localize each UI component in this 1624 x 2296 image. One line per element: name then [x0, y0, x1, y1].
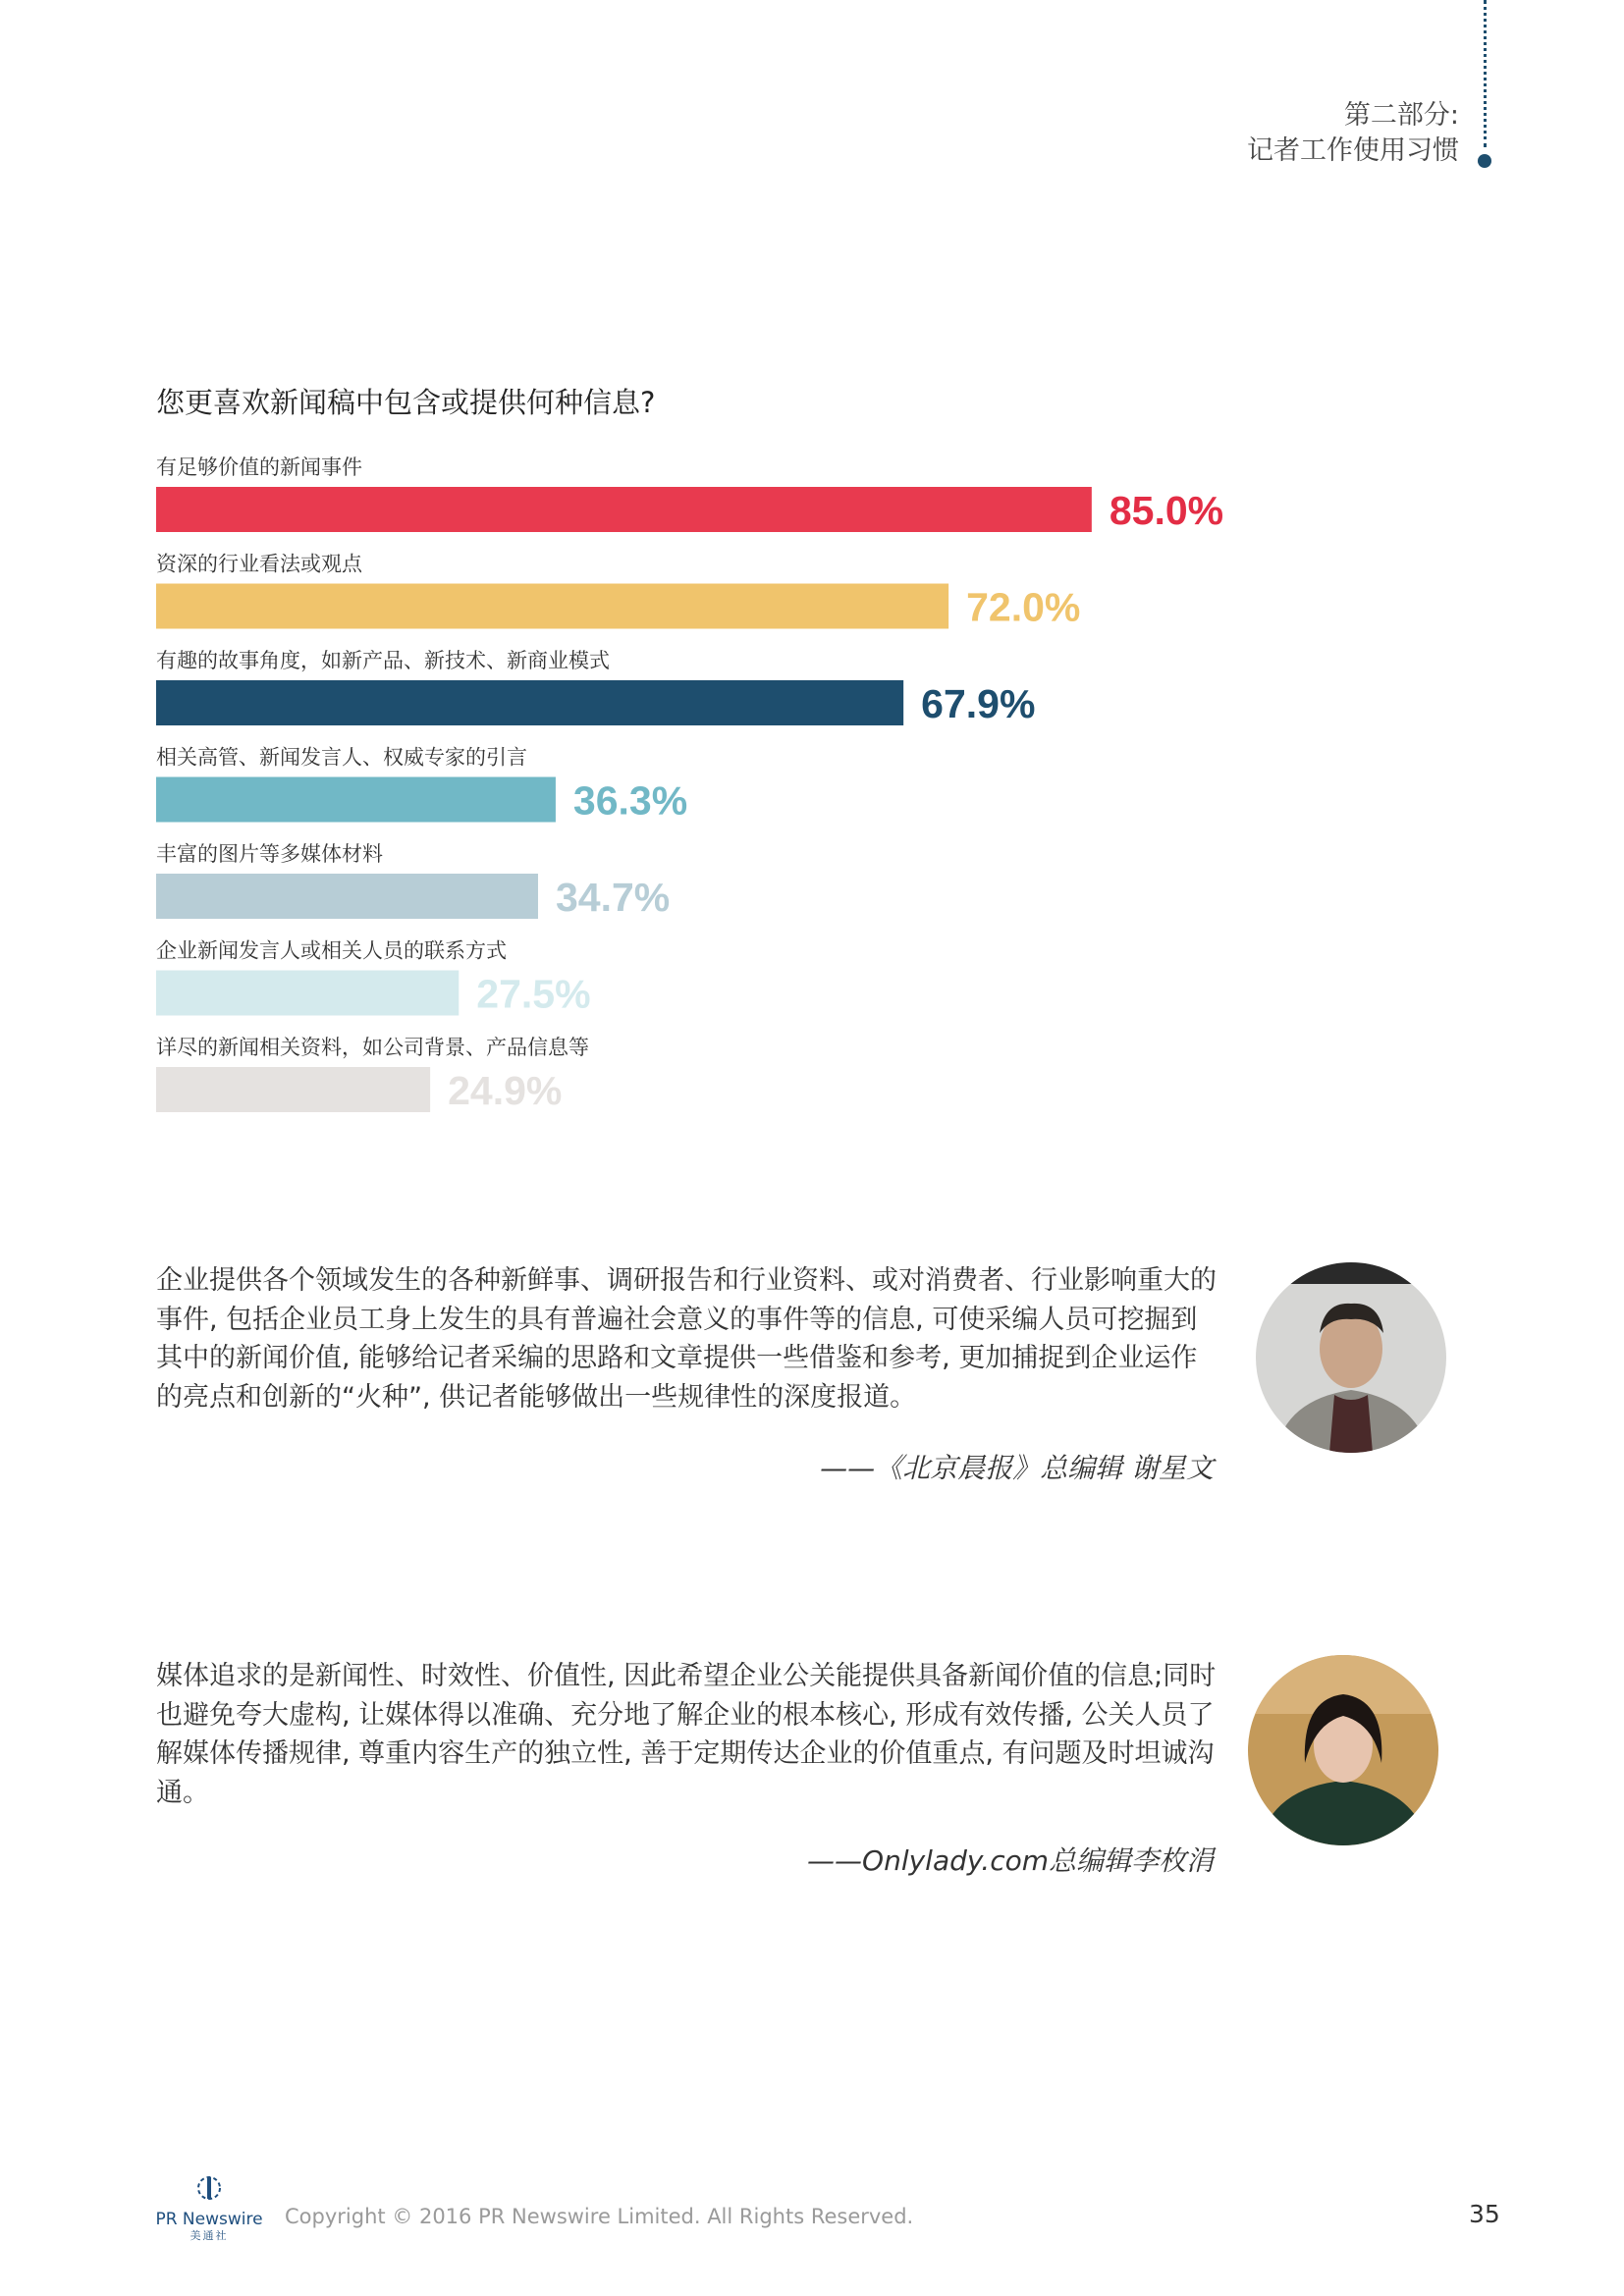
category-label: 详尽的新闻相关资料，如公司背景、产品信息等	[156, 1036, 589, 1059]
category-label: 企业新闻发言人或相关人员的联系方式	[156, 938, 507, 963]
bar	[156, 680, 903, 725]
bar-chart	[0, 0, 1624, 1139]
bar	[156, 487, 1092, 532]
bar	[156, 874, 538, 919]
bar	[156, 777, 556, 823]
category-label: 资深的行业看法或观点	[156, 552, 362, 576]
quote-text-2: 媒体追求的是新闻性、时效性、价值性, 因此希望企业公关能提供具备新闻价值的信息;同时也避免夸大虚构, 让媒体得以准确、充分地了解企业的根本核心, 形成有效传播, 公关人员了解媒体传播规律, 尊重内容生产的独立性, 善于定期传达企业的价值重点, 有问题及时坦诚沟通。	[156, 1661, 1217, 1808]
quote-text-1: 企业提供各个领域发生的各种新鲜事、调研报告和行业资料、或对消费者、行业影响重大的事件, 包括企业员工身上发生的具有普遍社会意义的事件等的信息, 可使采编人员可挖掘到其中的新闻价值, 能够给记者采编的思路和文章提供一些借鉴和参考, 更加捕捉到企业运作的亮点和创新的“火种”, 供记者能够做出一些规律性的深度报道。	[156, 1265, 1217, 1413]
section-label-line2: 记者工作使用习惯	[1247, 135, 1459, 166]
portrait-photo-1	[1256, 1262, 1446, 1453]
logo-subtext: 美通社	[189, 2229, 229, 2242]
portrait-photo-2	[1248, 1655, 1438, 1845]
prnewswire-logo	[155, 2173, 263, 2243]
logo-mark-icon	[194, 2173, 224, 2203]
value-label: 85.0%	[1109, 488, 1224, 533]
quote-attribution-1: ——《北京晨报》总编辑 谢星文	[820, 1452, 1214, 1484]
chart-title: 您更喜欢新闻稿中包含或提供何种信息?	[156, 386, 656, 419]
value-label: 34.7%	[555, 875, 671, 920]
category-label: 有足够价值的新闻事件	[156, 455, 362, 479]
bar	[156, 971, 459, 1016]
category-label: 丰富的图片等多媒体材料	[156, 842, 383, 866]
value-label: 72.0%	[966, 584, 1081, 630]
value-label: 24.9%	[448, 1068, 563, 1113]
logo-text: PR Newswire	[155, 2210, 263, 2229]
value-label: 36.3%	[572, 777, 688, 824]
bar	[156, 584, 948, 629]
value-label: 27.5%	[476, 971, 591, 1017]
section-label-line1: 第二部分:	[1343, 100, 1459, 131]
value-label: 67.9%	[921, 681, 1036, 726]
category-label: 相关高管、新闻发言人、权威专家的引言	[156, 745, 527, 770]
quote-attribution-2: ——Onlylady.com总编辑李枚涓	[807, 1844, 1214, 1877]
bar	[156, 1067, 430, 1112]
page-number: 35	[1469, 2200, 1500, 2228]
category-label: 有趣的故事角度，如新产品、新技术、新商业模式	[156, 649, 610, 672]
copyright-text: Copyright © 2016 PR Newswire Limited. All Rights Reserved.	[285, 2205, 914, 2228]
